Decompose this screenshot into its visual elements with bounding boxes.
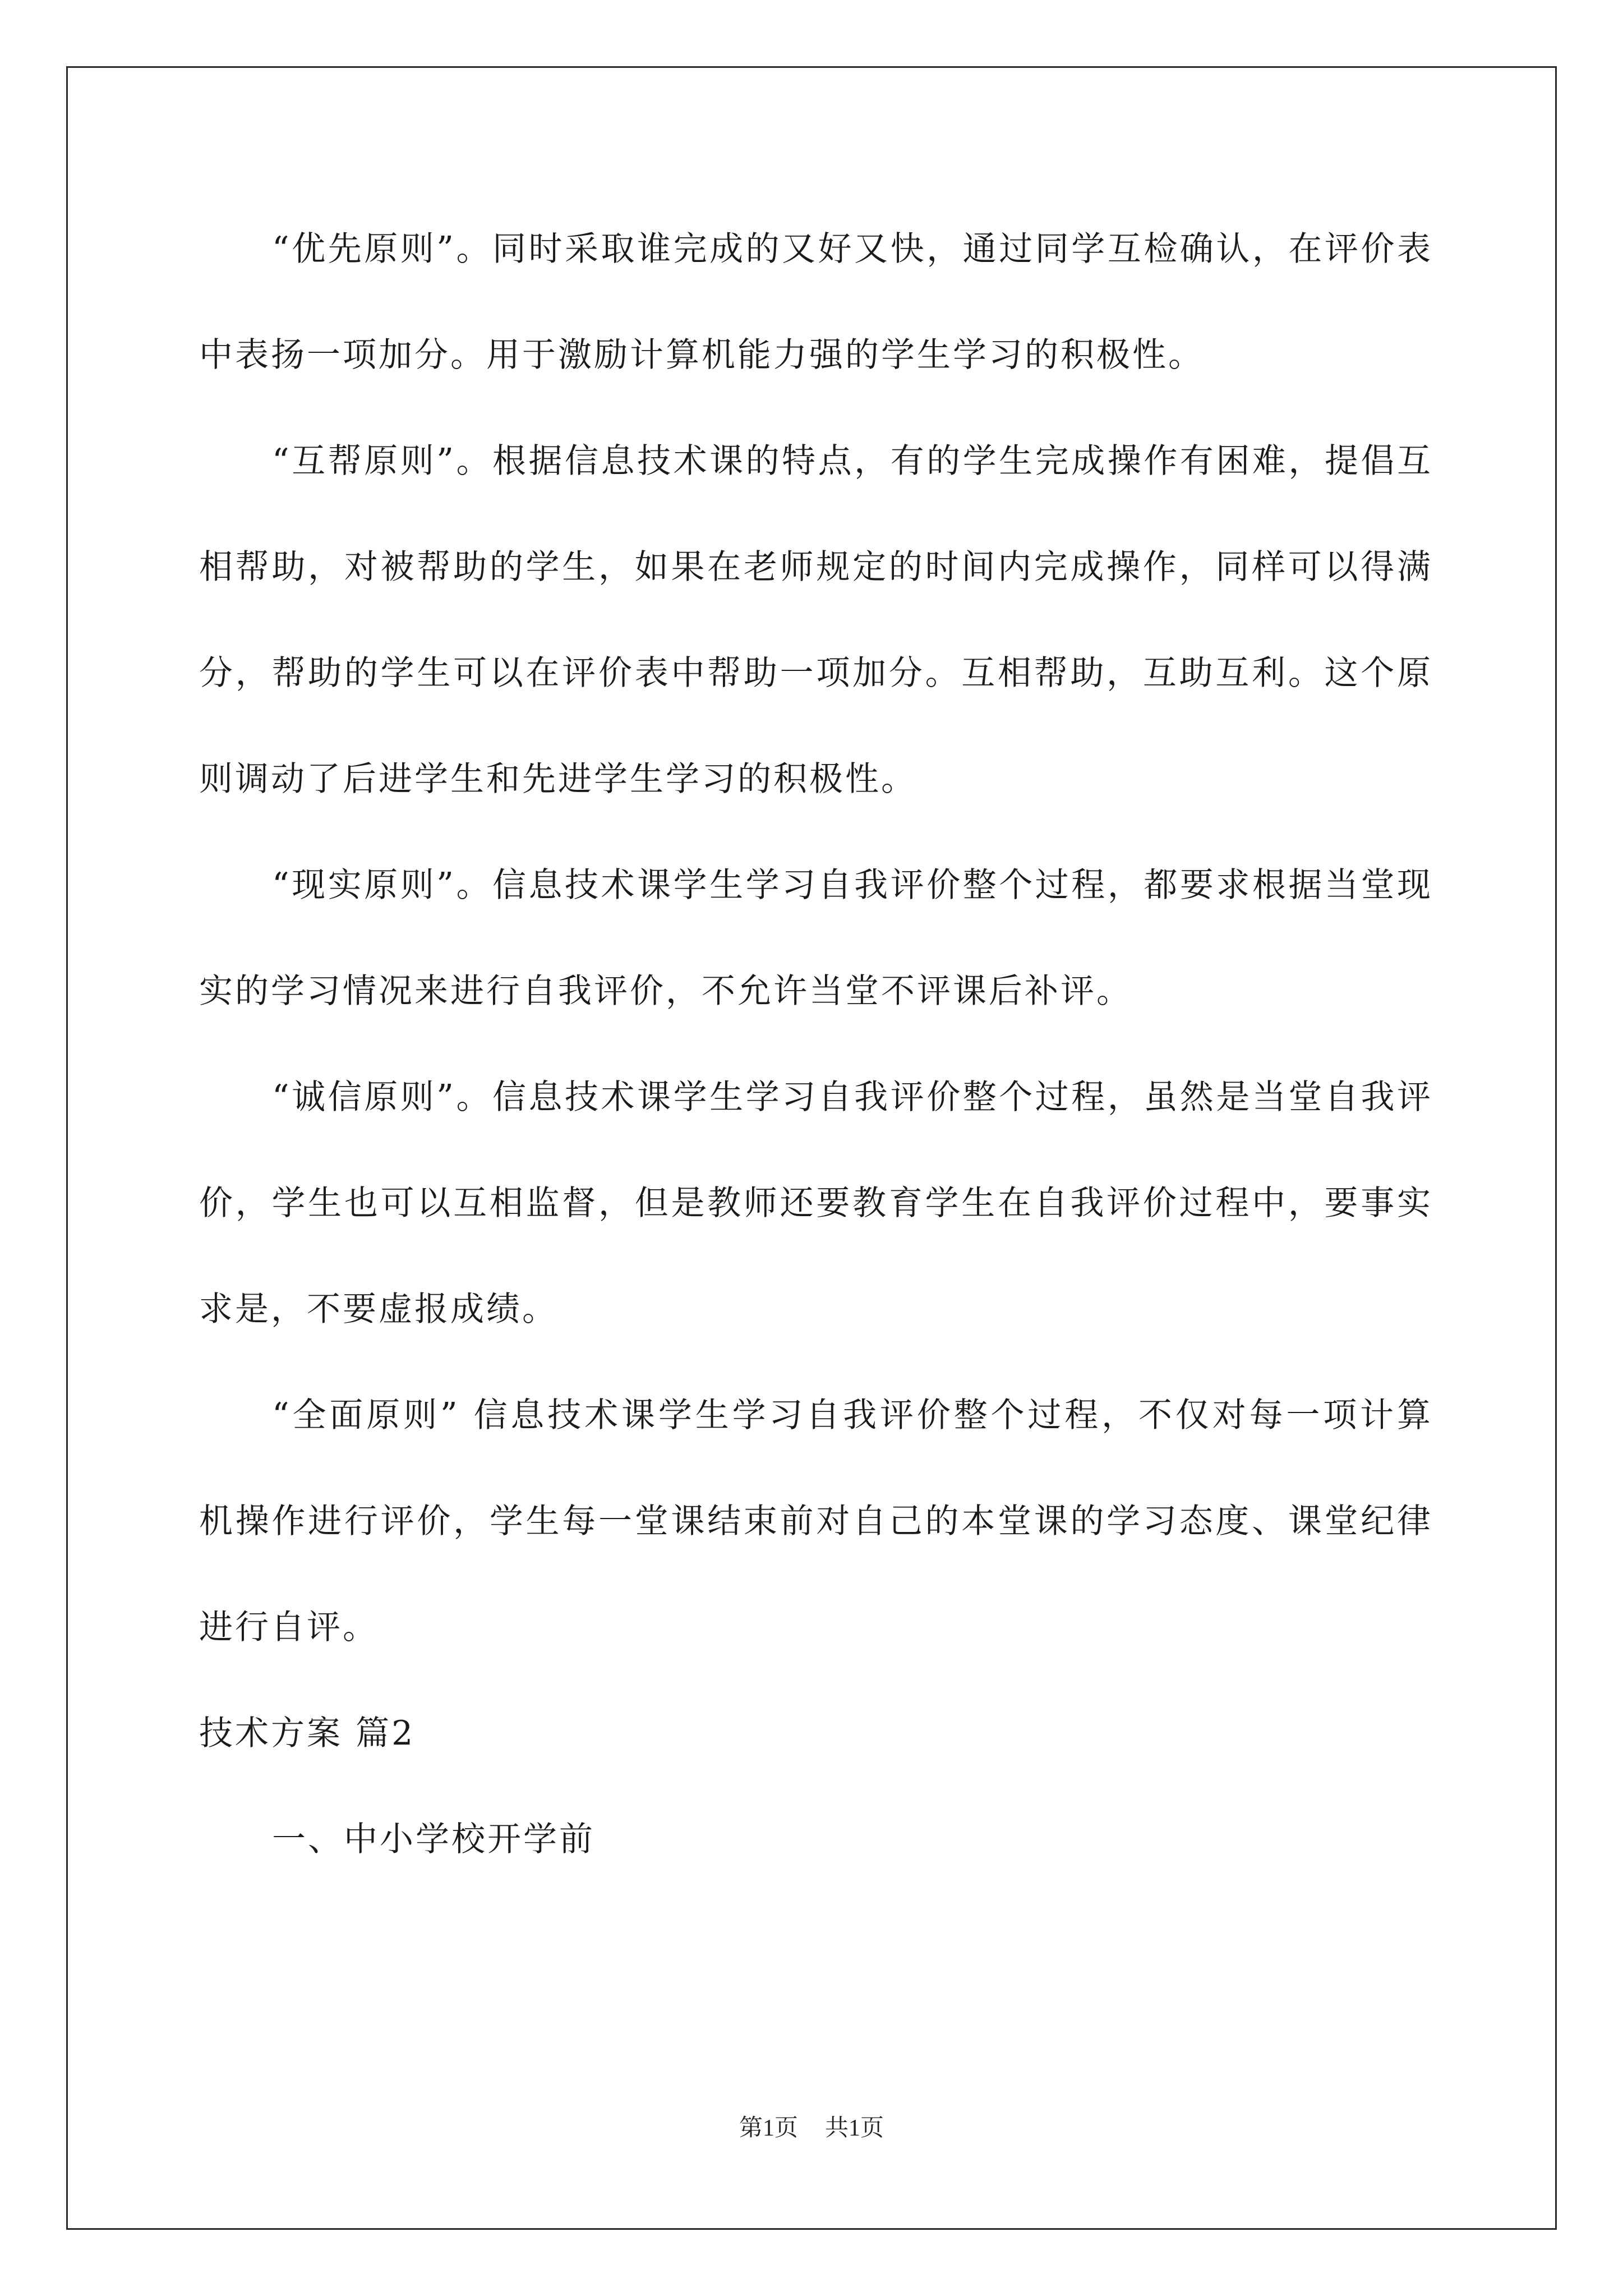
paragraph-priority-principle: “优先原则”。同时采取谁完成的又好又快，通过同学互检确认，在评价表中表扬一项加分。用于激励计算机能力强的学生学习的积极性。 xyxy=(199,229,1433,375)
sub-heading: 一、中小学校开学前 xyxy=(272,1820,595,1859)
paragraph-integrity-principle: “诚信原则”。信息技术课学生学习自我评价整个过程，虽然是当堂自我评价，学生也可以互相监督，但是教师还要教育学生在自我评价过程中，要事实求是，不要虚报成绩。 xyxy=(199,1078,1433,1329)
paragraph-mutual-help-principle: “互帮原则”。根据信息技术课的特点，有的学生完成操作有困难，提倡互相帮助，对被帮助的学生，如果在老师规定的时间内完成操作，同样可以得满分，帮助的学生可以在评价表中帮助一项加分。互相帮助，互助互利。这个原则调动了后进学生和先进学生学习的积极性。 xyxy=(199,441,1433,799)
page-footer xyxy=(0,2109,1623,2143)
page-number-label: 第1页 xyxy=(739,2115,798,2141)
section-heading: 技术方案 篇2 xyxy=(199,1714,416,1753)
document-body xyxy=(199,196,1433,1893)
paragraph-reality-principle: “现实原则”。信息技术课学生学习自我评价整个过程，都要求根据当堂现实的学习情况来进行自我评价，不允许当堂不评课后补评。 xyxy=(199,866,1433,1011)
page-total-label: 共1页 xyxy=(825,2115,884,2141)
paragraph-comprehensive-principle: “全面原则” 信息技术课学生学习自我评价整个过程，不仅对每一项计算机操作进行评价，学生每一堂课结束前对自己的本堂课的学习态度、课堂纪律进行自评。 xyxy=(199,1396,1433,1647)
